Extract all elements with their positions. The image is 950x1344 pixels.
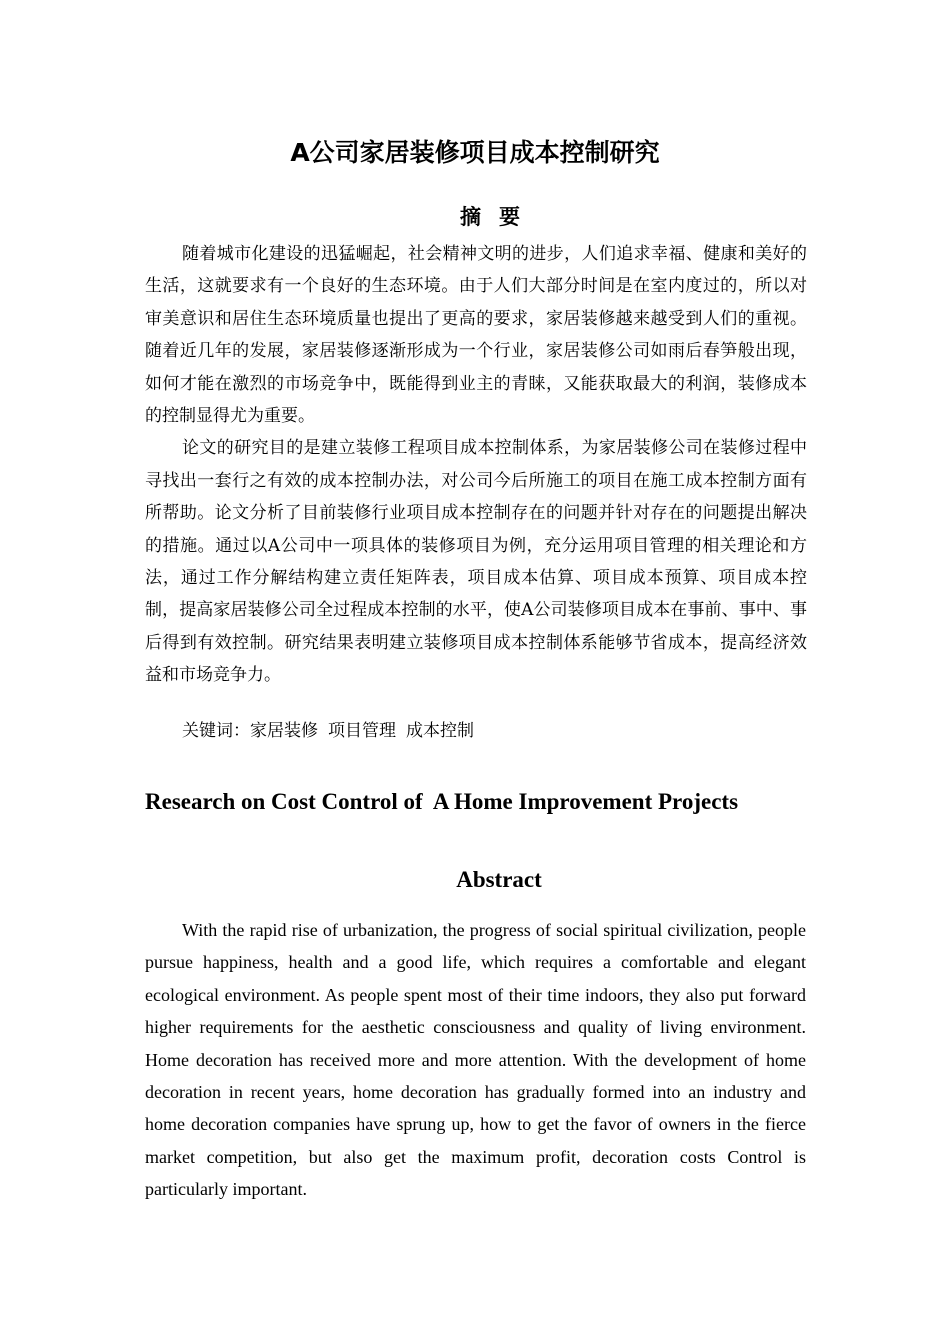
english-abstract-heading: Abstract xyxy=(456,867,542,892)
english-abstract-body xyxy=(145,914,806,1206)
keyword-item: 家居装修 xyxy=(250,721,318,741)
english-abstract-paragraph-1: With the rapid rise of urbanization, the progress of social spiritual civilization, people pursue happiness, health and a good life, which requires a comfortable and elegant ecological environment. As people spent most of their time indoors, they also put forward higher requirements for the aesthetic consciousness and quality of living environment. Home decoration has received more and more attention. With the development of home decoration in recent years, home decoration has gradually formed into an industry and home decoration companies have sprung up, how to get the favor of owners in the fierce market competition, but also get the maximum profit, decoration costs Control is particularly important. xyxy=(145,920,806,1200)
keyword-item: 项目管理 xyxy=(328,721,396,741)
keyword-item: 成本控制 xyxy=(406,721,474,741)
keywords-line xyxy=(182,716,484,746)
chinese-abstract-paragraph-1: 随着城市化建设的迅猛崛起，社会精神文明的进步，人们追求幸福、健康和美好的生活，这就要求有一个良好的生态环境。由于人们大部分时间是在室内度过的，所以对审美意识和居住生态环境质量也提出了更高的要求，家居装修越来越受到人们的重视。随着近几年的发展，家居装修逐渐形成为一个行业，家居装修公司如雨后春笋般出现，如何才能在激烈的市场竞争中，既能得到业主的青睐，又能获取最大的利润，装修成本的控制显得尤为重要。 xyxy=(145,244,807,427)
chinese-title: A公司家居装修项目成本控制研究 xyxy=(290,138,660,167)
chinese-abstract-heading: 摘要 xyxy=(460,205,538,229)
chinese-abstract-body xyxy=(145,238,807,692)
keywords-label: 关键词： xyxy=(182,721,250,741)
english-title: Research on Cost Control of A Home Improvement Projects xyxy=(145,789,739,814)
chinese-abstract-paragraph-2: 论文的研究目的是建立装修工程项目成本控制体系，为家居装修公司在装修过程中寻找出一套行之有效的成本控制办法，对公司今后所施工的项目在施工成本控制方面有所帮助。论文分析了目前装修行业项目成本控制存在的问题并针对存在的问题提出解决的措施。通过以A公司中一项具体的装修项目为例，充分运用项目管理的相关理论和方法，通过工作分解结构建立责任矩阵表，项目成本估算、项目成本预算、项目成本控制，提高家居装修公司全过程成本控制的水平，使A公司装修项目成本在事前、事中、事后得到有效控制。研究结果表明建立装修项目成本控制体系能够节省成本，提高经济效益和市场竞争力。 xyxy=(145,438,807,686)
